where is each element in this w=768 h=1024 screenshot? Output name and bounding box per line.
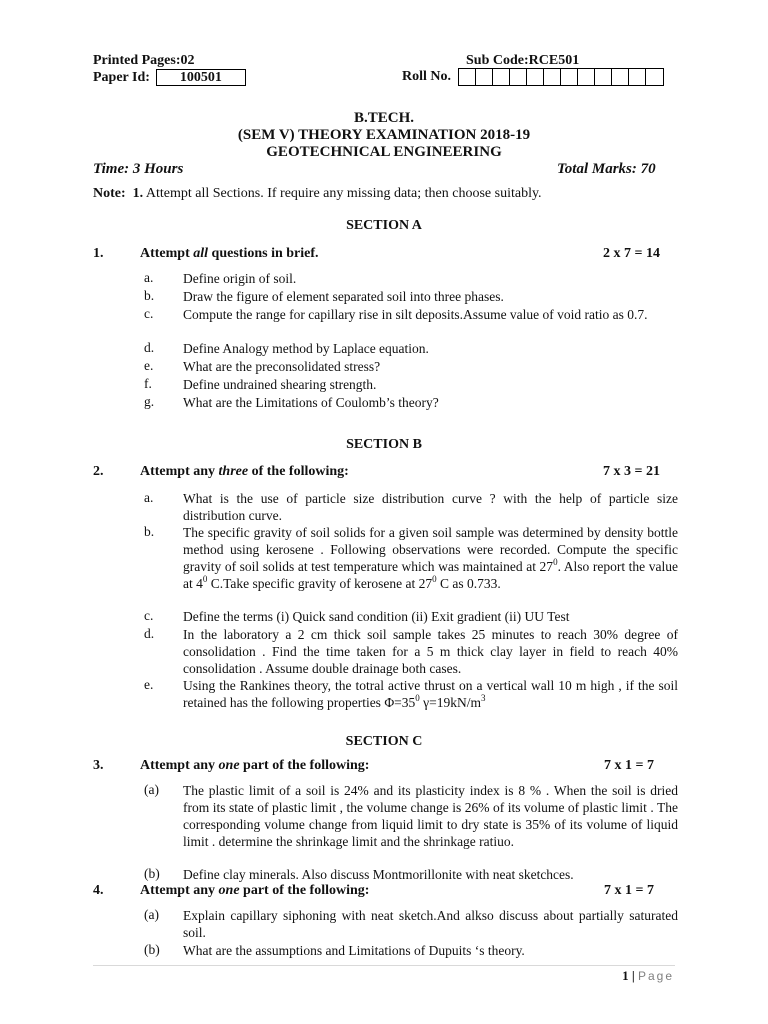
q2-item-text: Using the Rankines theory, the totral active thrust on a vertical wall 10 m high , if the soil retained has the following properties $\Phi=35^0$ $\gamma=19kN/m^3$ — [183, 678, 678, 710]
q2-item-label: d. — [144, 626, 155, 641]
sub-code: Sub Code:RCE501 — [466, 53, 580, 68]
paper-id-label: Paper Id: — [93, 70, 150, 85]
roll-no-boxes — [458, 68, 664, 86]
q1-item-text: Draw the figure of element separated soil into three phases. — [183, 289, 504, 304]
q4-item-text: Explain capillary siphoning with neat sketch.And alkso discuss about partially saturated soil. — [183, 908, 678, 940]
q1-marks: 2 x 7 = 14 — [603, 246, 660, 261]
q1-item-label: d. — [144, 340, 155, 355]
note-label: Note: — [93, 186, 126, 201]
paper-id-value: 100501 — [156, 69, 246, 86]
section-c-heading: SECTION C — [345, 734, 423, 749]
q2-item-text: The specific gravity of soil solids for a given soil sample was determined by density bottle method using kerosene . Following observations were recorded. Compute the specific gravity of soil solids at test temperature which was maintained at $27^0$. Also report the value at $4^0$ C.Take specific gravity of kerosene at $27^0$ C as 0.733. — [183, 525, 678, 591]
q2-item-label: c. — [144, 608, 154, 623]
q2-marks: 7 x 3 = 21 — [603, 464, 660, 479]
q1-item-label: b. — [144, 288, 155, 303]
q2-item-label: b. — [144, 524, 155, 539]
q2-number: 2. — [93, 464, 104, 479]
note-text: Attempt all Sections. If require any missing data; then choose suitably. — [145, 186, 542, 201]
q4-item-label: (a) — [144, 907, 159, 922]
total-marks: Total Marks: 70 — [557, 161, 656, 177]
footer-divider — [93, 965, 675, 966]
roll-no-label: Roll No. — [402, 69, 451, 84]
exam-title: (SEM V) THEORY EXAMINATION 2018-19 — [237, 127, 531, 143]
q1-item-text: Define Analogy method by Laplace equation. — [183, 341, 429, 356]
q1-item-label: c. — [144, 306, 154, 321]
q4-marks: 7 x 1 = 7 — [604, 883, 654, 898]
degree-title: B.TECH. — [353, 110, 414, 126]
q1-item-label: a. — [144, 270, 154, 285]
printed-pages: Printed Pages:02 — [93, 53, 195, 68]
q2-item-label: a. — [144, 490, 154, 505]
q3-item-label: (a) — [144, 782, 159, 797]
q1-item-text: What are the Limitations of Coulomb’s theory? — [183, 395, 439, 410]
page-separator: | — [631, 968, 635, 983]
q3-item-text: The plastic limit of a soil is 24% and its plasticity index is 8 % . When the soil is dried from its state of plastic limit , the volume change is 26% of its volume of plastic limit . The corresponding volume change from liquid limit to dry state is 35% of its volume of liquid limit . determine the shrinkage limit and the shrinkage ratiuo. — [183, 783, 678, 849]
q1-item-text: Define origin of soil. — [183, 271, 297, 286]
q1-item-label: f. — [144, 376, 152, 391]
subject-title: GEOTECHNICAL ENGINEERING — [266, 144, 502, 160]
q1-instruction: Attempt all questions in brief. — [140, 246, 319, 261]
q2-item-text: What is the use of particle size distribution curve ? with the help of particle size distribution curve. — [183, 491, 678, 523]
q1-number: 1. — [93, 246, 104, 261]
q2-item-text: Define the terms (i) Quick sand condition (ii) Exit gradient (ii) UU Test — [183, 609, 570, 624]
page-number: 1 — [622, 968, 629, 983]
page-word: Page — [637, 969, 674, 983]
q1-item-text: What are the preconsolidated stress? — [183, 359, 381, 374]
q3-number: 3. — [93, 758, 104, 773]
section-b-heading: SECTION B — [346, 437, 422, 452]
q1-item-label: e. — [144, 358, 154, 373]
q2-item-label: e. — [144, 677, 154, 692]
q3-item-label: (b) — [144, 866, 160, 881]
q3-marks: 7 x 1 = 7 — [604, 758, 654, 773]
section-a-heading: SECTION A — [346, 218, 422, 233]
q4-item-text: What are the assumptions and Limitations of Dupuits ‘s theory. — [183, 943, 525, 958]
q4-number: 4. — [93, 883, 104, 898]
q3-instruction: Attempt any one part of the following: — [140, 758, 370, 773]
q1-item-text: Define undrained shearing strength. — [183, 377, 377, 392]
q1-item-text: Compute the range for capillary rise in silt deposits.Assume value of void ratio as 0.7. — [183, 307, 648, 322]
time-allowed: Time: 3 Hours — [93, 161, 184, 177]
q1-item-label: g. — [144, 394, 155, 409]
q4-instruction: Attempt any one part of the following: — [140, 883, 370, 898]
paper-id — [93, 69, 246, 86]
note-number: 1. — [132, 186, 144, 201]
q2-item-text: In the laboratory a 2 cm thick soil sample takes 25 minutes to reach 30% degree of consolidation . Find the time taken for a 5 m thick clay layer in field to reach 40% consolidation . Assume double drainage both cases. — [183, 627, 678, 676]
q3-item-text: Define clay minerals. Also discuss Montmorillonite with neat sketchces. — [183, 867, 574, 882]
note — [93, 186, 542, 202]
page-footer — [622, 968, 674, 984]
q2-instruction: Attempt any three of the following: — [140, 464, 349, 479]
q4-item-label: (b) — [144, 942, 160, 957]
